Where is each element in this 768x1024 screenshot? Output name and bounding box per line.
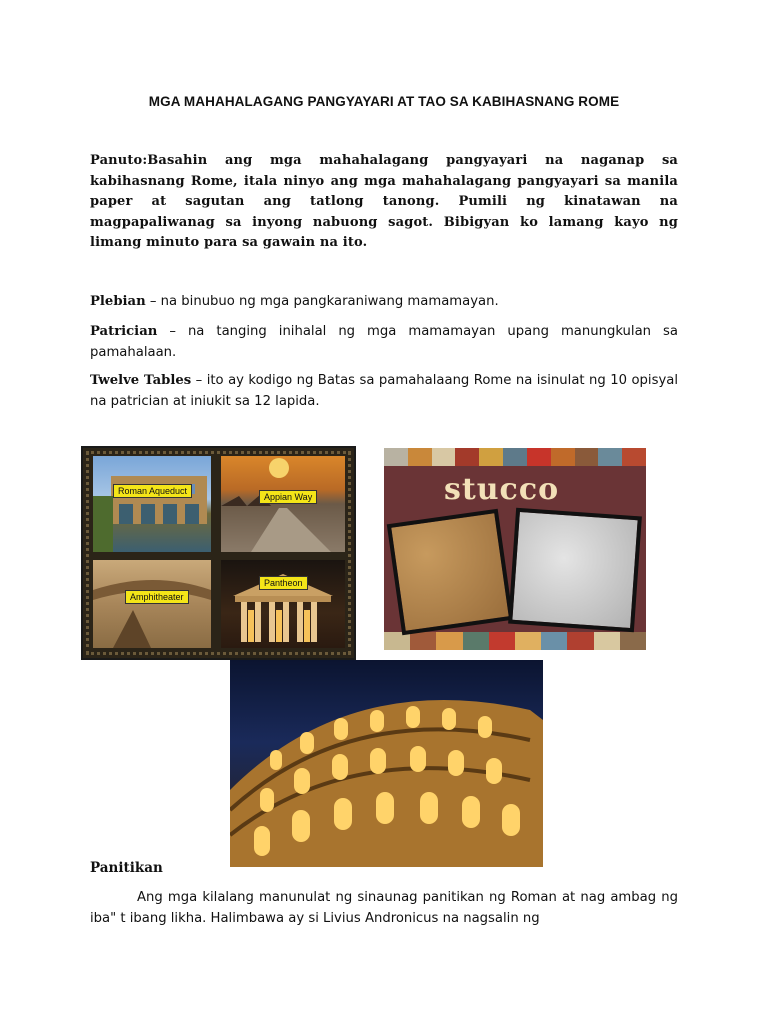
term: Plebian: [90, 294, 146, 309]
colosseum-photo: [230, 660, 543, 867]
definition-twelve-tables: [90, 370, 678, 412]
appian-way-photo: [221, 456, 345, 552]
stucco-word: stucco: [444, 472, 560, 507]
color-swatch-strip-bottom: [384, 632, 646, 650]
amphitheater-drawing: [93, 560, 211, 648]
definition-text: – na binubuo ng mga pangkaraniwang mamamayan.: [145, 294, 499, 309]
appian-way-drawing: [221, 456, 345, 552]
label-amphitheater: Amphitheater: [125, 590, 189, 604]
colosseum-drawing: [230, 660, 543, 867]
label-appian-way: Appian Way: [259, 490, 317, 504]
sand-texture-swatch: [387, 509, 513, 635]
definition-patrician: [90, 321, 678, 363]
label-roman-aqueduct: Roman Aqueduct: [113, 484, 192, 498]
term: Patrician: [90, 324, 158, 339]
aqueduct-drawing: [93, 456, 211, 552]
pantheon-drawing: [221, 560, 345, 648]
definition-text: – ito ay kodigo ng Batas sa pamahalaang Rome na isinulat ng 10 opisyal na patrician at iniukit sa 12 lapida.: [90, 373, 678, 409]
section-heading: Panitikan: [90, 860, 163, 876]
body-paragraph: Ang mga kilalang manunulat ng sinaunag panitikan ng Roman at nag ambag ng iba" t ibang likha. Halimbawa ay si Livius Andronicus na nagsalin ng: [90, 890, 678, 926]
definition-plebian: [90, 291, 678, 312]
amphitheater-photo: [93, 560, 211, 648]
aqueduct-photo: [93, 456, 211, 552]
page-title: MGA MAHAHALAGANG PANGYAYARI AT TAO SA KABIHASNANG ROME: [148, 94, 620, 109]
definition-text: – na tanging inihalal ng mga mamamayan upang manungkulan sa pamahalaan.: [90, 324, 678, 360]
label-pantheon: Pantheon: [259, 576, 308, 590]
pantheon-photo: [221, 560, 345, 648]
stucco-image: [384, 448, 646, 650]
plaster-texture-swatch: [508, 508, 642, 633]
instructions: Panuto:Basahin ang mga mahahalagang pangyayari na naganap sa kabihasnang Rome, itala ninyo ang mga mahahalagang pangyayari sa manila paper at sagutan ang tatlong tanong. Pumili ng kinatawan na magpapaliwanag sa inyong nabuong sagot. Bibigyan ko lamang kayo ng limang minuto para sa gawain na ito.: [90, 153, 678, 250]
roman-architecture-collage: [81, 446, 356, 660]
term: Twelve Tables: [90, 373, 192, 388]
color-swatch-strip-top: [384, 448, 646, 466]
